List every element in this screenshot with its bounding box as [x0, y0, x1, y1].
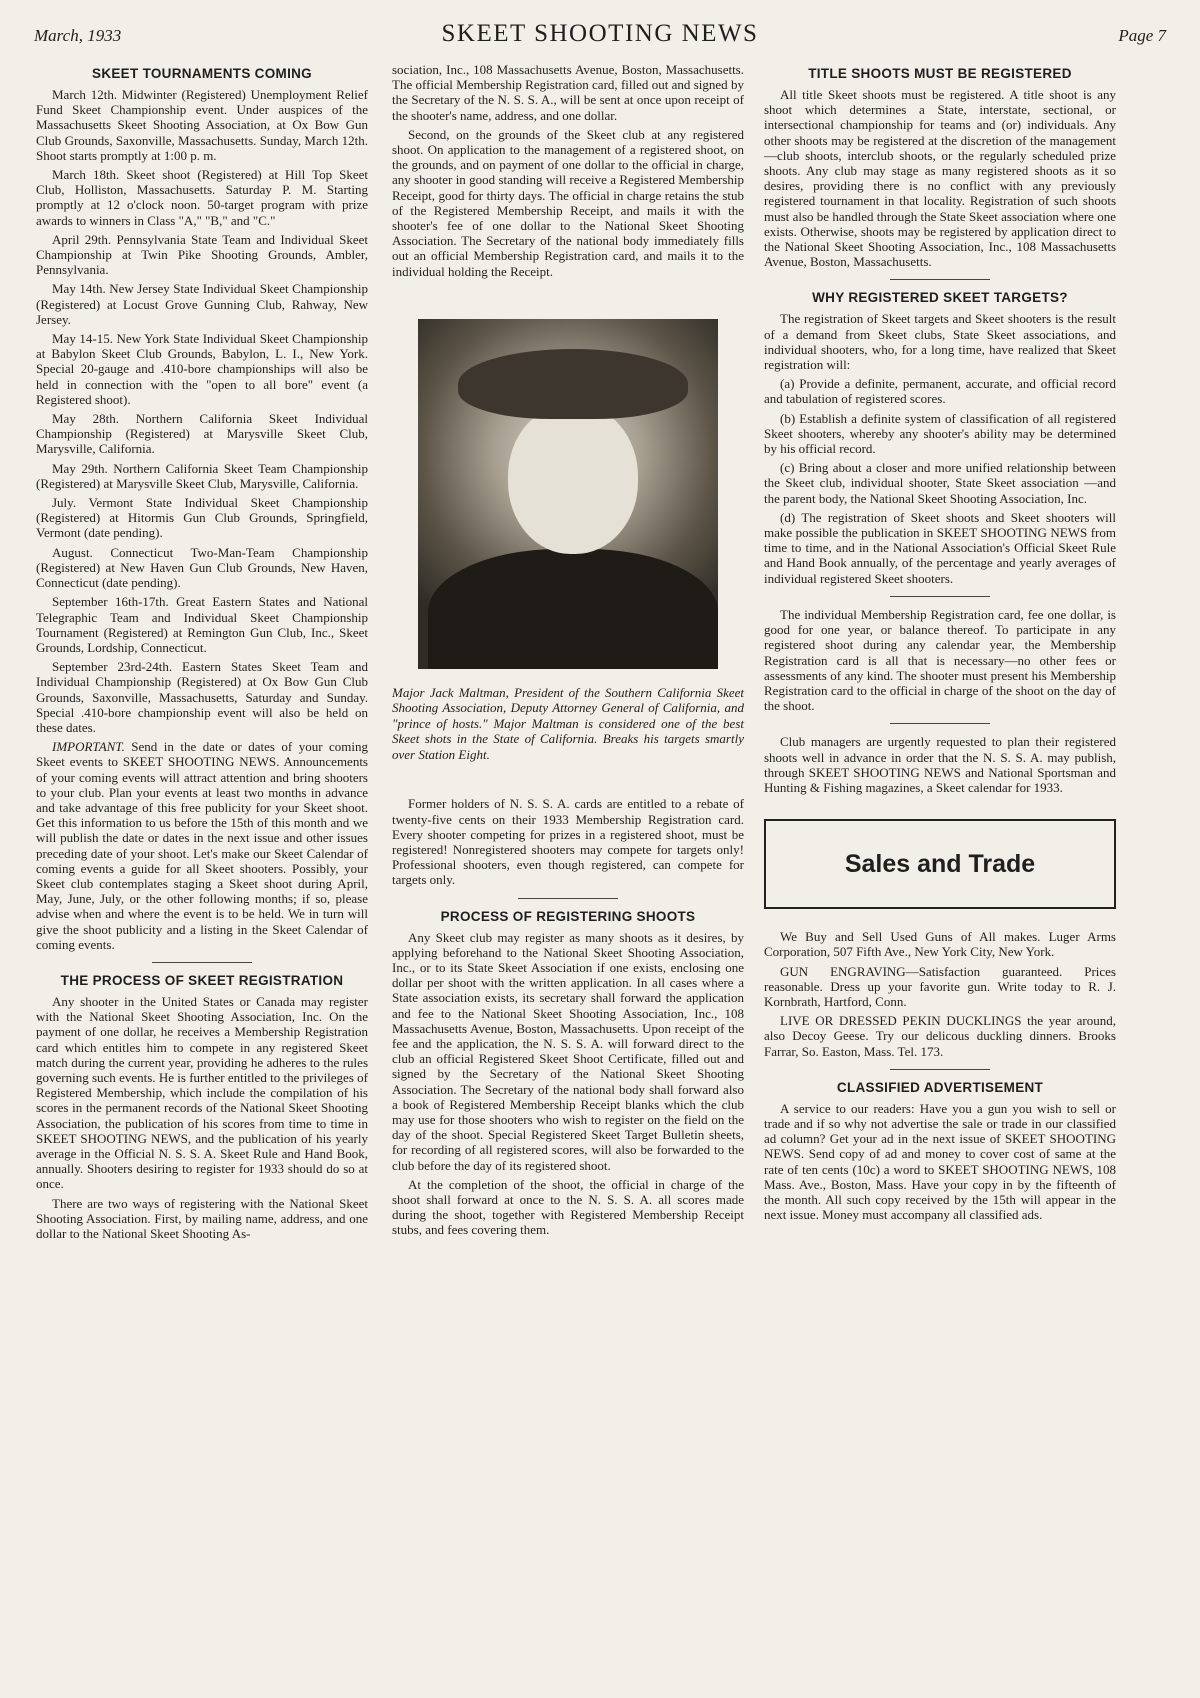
process-paragraph: There are two ways of registering with the National Skeet Shooting Association. First, by mailing name, address, and one dollar to the National Skeet Shooting As- [36, 1195, 368, 1242]
why-heading: WHY REGISTERED SKEET TARGETS? [812, 290, 1068, 306]
tournament-item: May 28th. Northern California Skeet Individual Championship (Registered) at Marysville Skeet Club, Marysville, California. [36, 411, 368, 457]
sales-item: LIVE OR DRESSED PEKIN DUCKLINGS the year around, also Decoy Geese. Try our delicous duckling dinners. Brooks Farrar, So. Easton, Mass. Tel. 173. [764, 1013, 1116, 1059]
title-shoots-heading: TITLE SHOOTS MUST BE REGISTERED [808, 66, 1072, 81]
why-item: (d) The registration of Skeet shoots and Skeet shooters will make possible the publication in SKEET SHOOTING NEWS from time to time, and in the National Association's Official Skeet Rule and Hand Book annually, of the percentage and yearly averages of individual registered Skeet shooters. [764, 509, 1116, 586]
important-notice [36, 739, 368, 952]
important-text: Send in the date or dates of your coming Skeet events to SKEET SHOOTING NEWS. Announcements of your coming events will attract attention and bring shooters to your club. Plan your events at least two months in advance and take advantage of this free publicity for your Skeet shoot. Get this information to us before the 15th of this month and we will publish the date or dates in the next issue and other issues preceding date of your shoot. Let's make our Skeet Calendar of coming events a guide for all Skeet shooters. Possibly, your Skeet club contemplates staging a Skeet shoot during April, May, June, July, or the other following months; if so, please advise when and where the event is to be held. We in turn will give the shoot publicity and a listing in the Skeet Calendar of coming events. [36, 739, 368, 952]
tournament-item: May 29th. Northern California Skeet Team Championship (Registered) at Marysville Skeet Club, Marysville, California. [36, 460, 368, 491]
tournament-item: April 29th. Pennsylvania State Team and Individual Skeet Championship at Twin Pike Shooting Grounds, Ambler, Pennsylvania. [36, 231, 368, 278]
registering-paragraph: At the completion of the shoot, the official in charge of the shoot shall forward at once to the N. S. S. A. all scores made during the shoot, together with Registered Membership Receipt stubs, and fees covering them. [392, 1176, 744, 1238]
why-intro: The registration of Skeet targets and Skeet shooters is the result of a demand from Skeet clubs, State Skeet associations, and individual shooters, who, for a long time, have realized that Skeet registration will: [764, 311, 1116, 373]
column-2 [392, 62, 744, 1242]
former-holders-paragraph: Former holders of N. S. S. A. cards are entitled to a rebate of twenty-five cents on their 1933 Membership Registration card. Every shooter competing for prizes in a registered shoot, must be registered! Nonregistered shooters may compete for targets only! Professional shooters, even though registered, can compete for targets only. [392, 796, 744, 888]
tournaments-heading: SKEET TOURNAMENTS COMING [92, 66, 312, 81]
sales-item: We Buy and Sell Used Guns of All makes. Luger Arms Corporation, 507 Fifth Ave., New York City, New York. [764, 929, 1116, 960]
sales-heading: Sales and Trade [844, 849, 1036, 878]
why-item: (a) Provide a definite, permanent, accurate, and official record and tabulation of registered scores. [764, 376, 1116, 407]
sales-and-trade-box [764, 819, 1116, 909]
divider [890, 279, 990, 280]
tournament-item: May 14-15. New York State Individual Skeet Championship at Babylon Skeet Club Grounds, Babylon, L. I., New York. Special 20-gauge and .410-bore championships will also be held in connection with the "open to all bore" event (a Registered shoot). [36, 331, 368, 407]
page-number: Page 7 [1118, 26, 1166, 45]
tournament-item: March 12th. Midwinter (Registered) Unemployment Relief Fund Skeet Championship event. Under auspices of the Massachusetts Skeet Shooting Association, at Ox Bow Gun Club Grounds, Saxonville, Massachusetts. Sunday, March 12th. Shoot starts promptly at 1:00 p. m. [36, 87, 368, 163]
process-paragraph: Any shooter in the United States or Canada may register with the National Skeet Shooting Association, Inc. On the payment of one dollar, he receives a Membership Registration card which entitles him to compete in any registered Skeet match during the current year, providing he adheres to the rules governing such events. He is further entitled to the privileges of Registered Membership, which include the compilation of his scores in the permanent records of the National Skeet Shooting Association, the publication of his scores from time to time in SKEET SHOOTING NEWS, and the publication of his yearly average in the Official N. S. S. A. Skeet Rule and Hand Book, annually. Shooters desiring to register for 1933 should do so at once. [36, 993, 368, 1192]
title-shoots-paragraph: All title Skeet shoots must be registered. A title shoot is any shoot which determines a State, interstate, sectional, or intersectional championship for teams and (or) individuals. Any other shoots may be registered at the discretion of the management—club shoots, interclub shoots, or the regularly scheduled prize shoots. Any club may stage as many registered shoots as it so desires, providing there is no conflict with any previously registered tournament in that locality. Registration of such shoots must also be handled through the State Skeet association where one exists. Otherwise, shoots may be registered by application direct to the National Skeet Shooting Association, Inc., 108 Massachusetts Avenue, Boston, Massachusetts. [764, 87, 1116, 270]
tournament-item: September 23rd-24th. Eastern States Skeet Team and Individual Championship (Registered) at Ox Bow Gun Club Grounds, Saxonville, Massachusetts, Saturday and Sunday. Special .410-bore championship event will also be held on these dates. [36, 659, 368, 735]
tournament-item: August. Connecticut Two-Man-Team Championship (Registered) at New Haven Gun Club Grounds, New Haven, Connecticut (date pending). [36, 544, 368, 591]
divider [152, 962, 252, 963]
membership-paragraph: The individual Membership Registration card, fee one dollar, is good for one year, or balance thereof. To participate in any registered shoot during any calendar year, the Membership Registration card is all that is necessary—no other fees or assessments of any kind. The shooter must present his Membership Registration card to the official in charge of the shoot on the day of the shoot. [764, 606, 1116, 714]
publication-title: SKEET SHOOTING NEWS [441, 20, 759, 47]
classified-heading: CLASSIFIED ADVERTISEMENT [836, 1079, 1044, 1095]
important-lead: IMPORTANT. [52, 739, 125, 755]
divider [890, 596, 990, 597]
continued-paragraph: Second, on the grounds of the Skeet club at any registered shoot. On application to the management of a registered shoot, on the grounds, and on payment of one dollar to the official in charge, any shooter in good standing will receive a Registered Membership Receipt, good for thirty days. The official in charge retains the stub of the Registered Membership Receipt, and mails it with the shooter's fee of one dollar to the National Skeet Shooting Association. The Secretary of the national body immediately fills out an official Membership Registration card, and mails it to the individual holding the Receipt. [392, 126, 744, 279]
registering-heading: PROCESS OF REGISTERING SHOOTS [440, 908, 696, 924]
why-item: (c) Bring about a closer and more unified relationship between the Skeet club, individual shooter, State Skeet association —and the parent body, the National Skeet Shooting Association, Inc. [764, 460, 1116, 506]
continued-paragraph: sociation, Inc., 108 Massachusetts Avenue, Boston, Massachusetts. The official Membership Registration card, filled out and signed by the Secretary of the N. S. S. A., will be sent at once upon receipt of the shooter's name, address, and one dollar. [392, 62, 744, 123]
tournament-item: July. Vermont State Individual Skeet Championship (Registered) at Hitormis Gun Club Grounds, Springfield, Vermont (date pending). [36, 495, 368, 541]
classified-paragraph: A service to our readers: Have you a gun you wish to sell or trade and if so why not advertise the sale or trade in our classified ad column? Get your ad in the next issue of SKEET SHOOTING NEWS. Send copy of ad and money to cover cost of same at the rate of ten cents (10c) a word to SKEET SHOOTING NEWS, 108 Mass. Ave., Boston, Mass. Have your copy in by the fifteenth of the month. All such copy received by the 15th will appear in the next issue. Money must accompany all classified ads. [764, 1100, 1116, 1223]
registering-paragraph: Any Skeet club may register as many shoots as it desires, by applying beforehand to the National Skeet Shooting Association, Inc., or to its State Skeet Association if one exists, enclosing one dollar per shoot with the written application. In all cases where a State association exists, its secretary shall forward the application and fee to the National Skeet Shooting Association, Inc., 108 Massachusetts Avenue, Boston, Massachusetts. Upon receipt of the fee and the application, the N. S. S. A. will forward direct to the club an official Registered Skeet Shoot Certificate, filled out and signed by the Secretary of the National Skeet Shooting Association. The Secretary of the national body shall forward also a book of Registered Membership Receipt blanks which the club may use for those shooters who wish to register on the field on the day of the shoot. Special Registered Skeet Target Bulletin sheets, for recording of all registered scores, will also be forwarded to the club before the day of its registered shoot. [392, 929, 744, 1173]
photo-caption: Major Jack Maltman, President of the Southern California Skeet Shooting Association, Deputy Attorney General of California, and "prince of hosts." Major Maltman is considered one of the best Skeet shots in the State of California. Breaks his targets smartly over Station Eight. [392, 684, 744, 762]
sales-item: GUN ENGRAVING—Satisfaction guaranteed. Prices reasonable. Dress up your favorite gun. Write today to R. J. Kornbrath, Hartford, Conn. [764, 963, 1116, 1009]
divider [890, 1069, 990, 1070]
tournament-item: March 18th. Skeet shoot (Registered) at Hill Top Skeet Club, Holliston, Massachusetts. Saturday P. M. Starting promptly at 12 o'clock noon. 50-target program with prize awards to winners in Class "A," "B," and "C." [36, 167, 368, 228]
issue-date: March, 1933 [34, 26, 122, 45]
tournament-item: September 16th-17th. Great Eastern States and National Telegraphic Team and Individual Skeet Championship Tournament (Registered) at Remington Gun Club, Inc., Skeet Grounds, Lordship, Connecticut. [36, 594, 368, 655]
process-heading: THE PROCESS OF SKEET REGISTRATION [60, 972, 344, 988]
portrait-photo [418, 319, 718, 669]
tournament-item: May 14th. New Jersey State Individual Skeet Championship (Registered) at Locust Grove Gunning Club, Rahway, New Jersey. [36, 281, 368, 327]
column-3 [764, 62, 1116, 1226]
why-item: (b) Establish a definite system of classification of all registered Skeet shooters, whereby any shooter's ability may be determined by his official record. [764, 410, 1116, 457]
managers-paragraph: Club managers are urgently requested to plan their registered shoots well in advance in order that the N. S. S. A. may publish, through SKEET SHOOTING NEWS and National Sportsman and Hunting & Fishing magazines, a Skeet calendar for 1933. [764, 734, 1116, 795]
column-1 [36, 62, 368, 1245]
page-header [34, 20, 1166, 52]
divider [890, 723, 990, 724]
divider [518, 898, 618, 899]
